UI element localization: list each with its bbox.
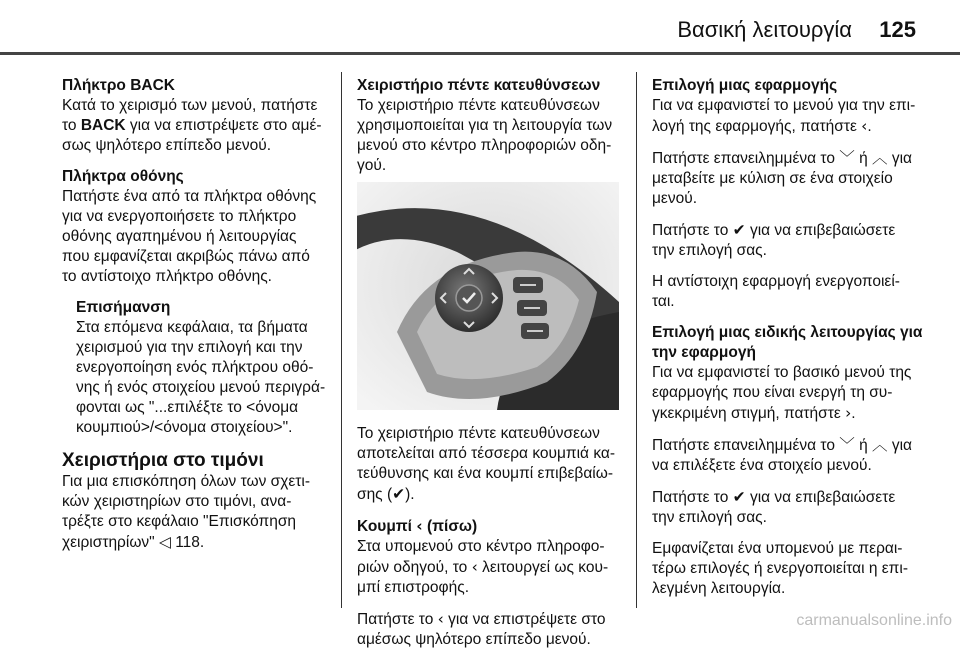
- text: .: [867, 118, 872, 135]
- heading-special-function: [652, 323, 924, 363]
- text: .: [851, 405, 856, 422]
- paragraph: [62, 472, 328, 553]
- steering-wheel-illustration: [357, 182, 619, 410]
- text: Πατήστε το: [652, 489, 733, 506]
- text: (πίσω): [422, 518, 478, 535]
- text: οθόνης αγαπημένου ή λειτουργίας: [62, 228, 297, 245]
- text: Πατήστε το: [652, 222, 733, 239]
- paragraph: [652, 96, 924, 137]
- note-box: [62, 298, 328, 438]
- text: γού.: [357, 157, 387, 174]
- text: για: [887, 150, 912, 167]
- text: μπί επιστροφής.: [357, 579, 469, 596]
- text: γκεκριμένη στιγμή, πατήστε: [652, 405, 846, 422]
- column-1: [62, 76, 328, 564]
- text: για να επιστρέψετε στο αμέ-: [125, 117, 322, 134]
- text: εφαρμογής που είναι ενεργή τη συ-: [652, 384, 893, 401]
- header-title: Βασική λειτουργία: [677, 17, 852, 42]
- heading-five-way-control: Χειριστήριο πέντε κατευθύνσεων: [357, 77, 601, 94]
- chevron-up-icon: ︿: [872, 149, 888, 167]
- chevron-up-icon: ︿: [872, 436, 888, 454]
- paragraph: [652, 272, 924, 312]
- note-heading: Επισήμανση: [76, 299, 171, 316]
- heading-back-button: [357, 516, 619, 537]
- page-ref-icon: ◁: [158, 533, 171, 551]
- text: φονται ως "...επιλέξτε το <όνομα: [76, 399, 299, 416]
- text: Εμφανίζεται ένα υπομενού με περαι-: [652, 540, 903, 557]
- text: ενεργοποίηση ενός πλήκτρου οθό-: [76, 359, 314, 376]
- column-divider: [341, 72, 342, 608]
- column-3: [652, 76, 924, 610]
- text: χρησιμοποιείται για τη λειτουργία των: [357, 117, 613, 134]
- paragraph: [652, 487, 924, 528]
- heading-back-key: Πλήκτρο BACK: [62, 77, 175, 94]
- chevron-down-icon: ﹀: [839, 149, 855, 167]
- paragraph: [357, 609, 619, 650]
- text: για να επιβεβαιώσετε: [745, 222, 896, 239]
- watermark: carmanualsonline.info: [796, 612, 952, 629]
- text: ται.: [652, 293, 675, 310]
- heading-screen-keys: Πλήκτρα οθόνης: [62, 168, 184, 185]
- steering-wheel-figure: [357, 182, 619, 410]
- check-icon: ✔: [392, 485, 406, 503]
- paragraph: [652, 148, 924, 209]
- text: Πατήστε το: [357, 611, 438, 628]
- text: ή: [854, 437, 872, 454]
- text: Το χειριστήριο πέντε κατευθύνσεων: [357, 97, 600, 114]
- text: για να επιστρέψετε στο: [443, 611, 606, 628]
- text: Πατήστε επανειλημμένα το: [652, 150, 840, 167]
- text: Στα υπομενού στο κέντρο πληροφο-: [357, 538, 605, 555]
- text: που εμφανίζεται ακριβώς πάνω από: [62, 248, 310, 265]
- text: Για μια επισκόπηση όλων των σχετι-: [62, 473, 311, 490]
- text: την επιλογή σας.: [652, 509, 767, 526]
- column-divider: [636, 72, 637, 608]
- text: αμέσως ψηλότερο επίπεδο μενού.: [357, 631, 591, 648]
- text: ).: [405, 486, 415, 503]
- page-number: 125: [879, 17, 916, 42]
- text: την επιλογή σας.: [652, 242, 767, 259]
- paragraph: [652, 363, 924, 424]
- text: το: [62, 117, 81, 134]
- text: λεγμένη λειτουργία.: [652, 580, 786, 597]
- text: Πατήστε ένα από τα πλήκτρα οθόνης: [62, 188, 317, 205]
- paragraph: [652, 435, 924, 476]
- chevron-down-icon: ﹀: [839, 436, 855, 454]
- paragraph: [62, 96, 328, 156]
- page-header: [0, 0, 960, 52]
- heading-steering-controls: Χειριστήρια στο τιμόνι: [62, 450, 264, 471]
- text: μενού.: [652, 190, 697, 207]
- paragraph: [357, 96, 619, 176]
- paragraph: [62, 187, 328, 287]
- text: χειριστηρίων": [62, 534, 159, 551]
- text: μενού στο κέντρο πληροφοριών οδη-: [357, 137, 612, 154]
- text: κουμπιού>/<όνομα στοιχείου>".: [76, 419, 293, 436]
- text: Η αντίστοιχη εφαρμογή ενεργοποιεί-: [652, 273, 900, 290]
- chevron-left-icon: ‹: [437, 610, 444, 628]
- text: Κατά το χειρισμό των μενού, πατήστε: [62, 97, 318, 114]
- text: μεταβείτε με κύλιση σε ένα στοιχείο: [652, 170, 893, 187]
- chevron-left-icon: ‹: [416, 517, 423, 535]
- text: Για να εμφανιστεί το βασικό μενού της: [652, 364, 912, 381]
- text: αποτελείται από τέσσερα κουμπιά κα-: [357, 445, 616, 462]
- text: Το χειριστήριο πέντε κατευθύνσεων: [357, 425, 600, 442]
- text: νης ή ενός στοιχείου μενού περιγρά-: [76, 379, 326, 396]
- paragraph: [357, 424, 619, 505]
- text: για να επιβεβαιώσετε: [745, 489, 896, 506]
- text: Για να εμφανιστεί το μενού για την επι-: [652, 97, 916, 114]
- text: Στα επόμενα κεφάλαια, τα βήματα: [76, 319, 308, 336]
- paragraph: [652, 220, 924, 261]
- check-icon: ✔: [732, 221, 746, 239]
- back-label: BACK: [80, 117, 126, 134]
- text: ή: [854, 150, 872, 167]
- text: κών χειριστηρίων στο τιμόνι, ανα-: [62, 493, 292, 510]
- text: τέρω επιλογές ή ενεργοποιείται η επι-: [652, 560, 908, 577]
- chevron-left-icon: ‹: [471, 558, 478, 576]
- chevron-right-icon: ›: [845, 404, 852, 422]
- text: Κουμπί: [357, 518, 417, 535]
- text: την εφαρμογή: [652, 344, 756, 361]
- text: τεύθυνσης και ένα κουμπί επιβεβαίω-: [357, 465, 614, 482]
- paragraph: [652, 539, 924, 599]
- heading-select-application: Επιλογή μιας εφαρμογής: [652, 77, 838, 94]
- text: για: [887, 437, 912, 454]
- check-icon: ✔: [732, 488, 746, 506]
- header-rule: [0, 52, 960, 55]
- text: λογή της εφαρμογής, πατήστε: [652, 118, 862, 135]
- text: σης (: [357, 486, 393, 503]
- text: λειτουργεί ως κου-: [477, 559, 609, 576]
- chevron-left-icon: ‹: [861, 117, 868, 135]
- text: Πατήστε επανειλημμένα το: [652, 437, 840, 454]
- text: Επιλογή μιας ειδικής λειτουργίας για: [652, 324, 923, 341]
- text: το αντίστοιχο πλήκτρο οθόνης.: [62, 268, 272, 285]
- text: να επιλέξετε ένα στοιχείο μενού.: [652, 457, 872, 474]
- text: σως ψηλότερο επίπεδο μενού.: [62, 137, 272, 154]
- text: χειρισμού για την επιλογή και την: [76, 339, 303, 356]
- paragraph: [357, 537, 619, 598]
- text: τρέξτε στο κεφάλαιο "Επισκόπηση: [62, 513, 297, 530]
- page-reference: 118.: [170, 534, 205, 551]
- column-2: [357, 76, 619, 661]
- text: για να ενεργοποιήσετε το πλήκτρο: [62, 208, 297, 225]
- text: ριών οδηγού, το: [357, 559, 472, 576]
